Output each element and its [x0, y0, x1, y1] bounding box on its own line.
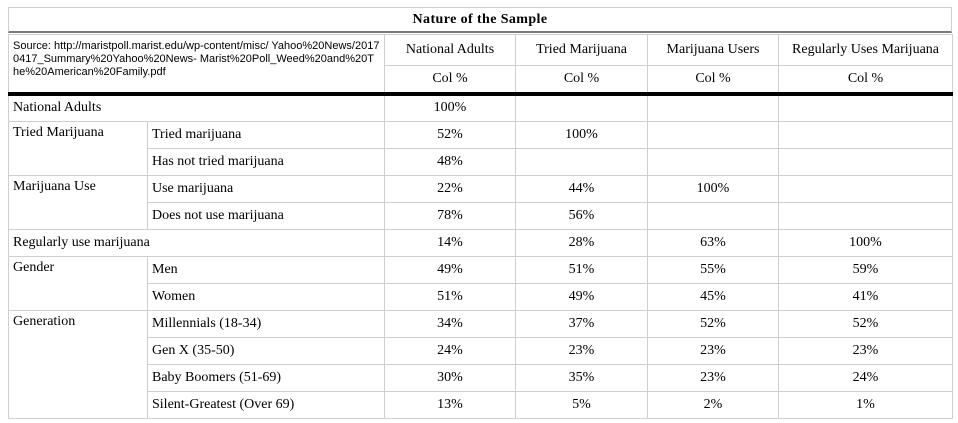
row-label: National Adults: [9, 94, 385, 121]
cell-value: [516, 148, 648, 175]
column-header-national-adults: National Adults: [385, 35, 516, 66]
cell-value: 63%: [648, 229, 779, 256]
cell-value: [516, 94, 648, 121]
cell-value: 23%: [779, 337, 953, 364]
group-label: Generation: [9, 310, 148, 418]
cell-value: 13%: [385, 391, 516, 418]
col-pct-label: Col %: [516, 66, 648, 95]
cell-value: 100%: [779, 229, 953, 256]
table-row: [9, 337, 953, 364]
source-citation: Source: http://maristpoll.marist.edu/wp-content/misc/ Yahoo%20News/20170417_Summary%20Yahoo%20News- Marist%20Poll_Weed%20and%20The%20American%20Family.pdf: [9, 35, 385, 95]
nature-of-sample-table: [8, 34, 953, 419]
cell-value: 45%: [648, 283, 779, 310]
row-label: Has not tried marijuana: [148, 148, 385, 175]
table-row: [9, 364, 953, 391]
table-row: [9, 175, 953, 202]
cell-value: 23%: [648, 364, 779, 391]
cell-value: [648, 202, 779, 229]
row-label: Silent-Greatest (Over 69): [148, 391, 385, 418]
group-label: Gender: [9, 256, 148, 310]
cell-value: 37%: [516, 310, 648, 337]
cell-value: 49%: [516, 283, 648, 310]
cell-value: 30%: [385, 364, 516, 391]
table-row: [9, 229, 953, 256]
table-row: [9, 256, 953, 283]
col-pct-label: Col %: [779, 66, 953, 95]
cell-value: 2%: [648, 391, 779, 418]
cell-value: 35%: [516, 364, 648, 391]
column-header-tried-marijuana: Tried Marijuana: [516, 35, 648, 66]
cell-value: 52%: [648, 310, 779, 337]
cell-value: 1%: [779, 391, 953, 418]
cell-value: 44%: [516, 175, 648, 202]
cell-value: 23%: [648, 337, 779, 364]
cell-value: [648, 94, 779, 121]
cell-value: 78%: [385, 202, 516, 229]
cell-value: 100%: [385, 94, 516, 121]
cell-value: 22%: [385, 175, 516, 202]
row-label: Men: [148, 256, 385, 283]
table-title: Nature of the Sample: [8, 7, 952, 33]
table-row: [9, 148, 953, 175]
row-label: Baby Boomers (51-69): [148, 364, 385, 391]
cell-value: 100%: [516, 121, 648, 148]
row-label: Tried marijuana: [148, 121, 385, 148]
row-label: Does not use marijuana: [148, 202, 385, 229]
group-label: Tried Marijuana: [9, 121, 148, 175]
table-row: [9, 310, 953, 337]
cell-value: 56%: [516, 202, 648, 229]
cell-value: 51%: [516, 256, 648, 283]
cell-value: 28%: [516, 229, 648, 256]
cell-value: [648, 121, 779, 148]
cell-value: 41%: [779, 283, 953, 310]
cell-value: 5%: [516, 391, 648, 418]
cell-value: 52%: [779, 310, 953, 337]
column-header-regularly-uses: Regularly Uses Marijuana: [779, 35, 953, 66]
cell-value: [648, 148, 779, 175]
row-label: Use marijuana: [148, 175, 385, 202]
cell-value: 55%: [648, 256, 779, 283]
cell-value: 24%: [385, 337, 516, 364]
cell-value: 24%: [779, 364, 953, 391]
cell-value: 100%: [648, 175, 779, 202]
cell-value: 34%: [385, 310, 516, 337]
table-row: [9, 121, 953, 148]
col-pct-label: Col %: [385, 66, 516, 95]
row-label: Women: [148, 283, 385, 310]
cell-value: 51%: [385, 283, 516, 310]
cell-value: [779, 94, 953, 121]
cell-value: 48%: [385, 148, 516, 175]
cell-value: [779, 148, 953, 175]
table-row: [9, 202, 953, 229]
row-label: Regularly use marijuana: [9, 229, 385, 256]
row-label: Gen X (35-50): [148, 337, 385, 364]
table-row: [9, 94, 953, 121]
cell-value: 59%: [779, 256, 953, 283]
row-label: Millennials (18-34): [148, 310, 385, 337]
cell-value: 52%: [385, 121, 516, 148]
cell-value: 14%: [385, 229, 516, 256]
cell-value: [779, 202, 953, 229]
table-row: [9, 391, 953, 418]
cell-value: [779, 175, 953, 202]
group-label: Marijuana Use: [9, 175, 148, 229]
cell-value: 49%: [385, 256, 516, 283]
cell-value: 23%: [516, 337, 648, 364]
column-header-marijuana-users: Marijuana Users: [648, 35, 779, 66]
table-row: [9, 283, 953, 310]
cell-value: [779, 121, 953, 148]
col-pct-label: Col %: [648, 66, 779, 95]
